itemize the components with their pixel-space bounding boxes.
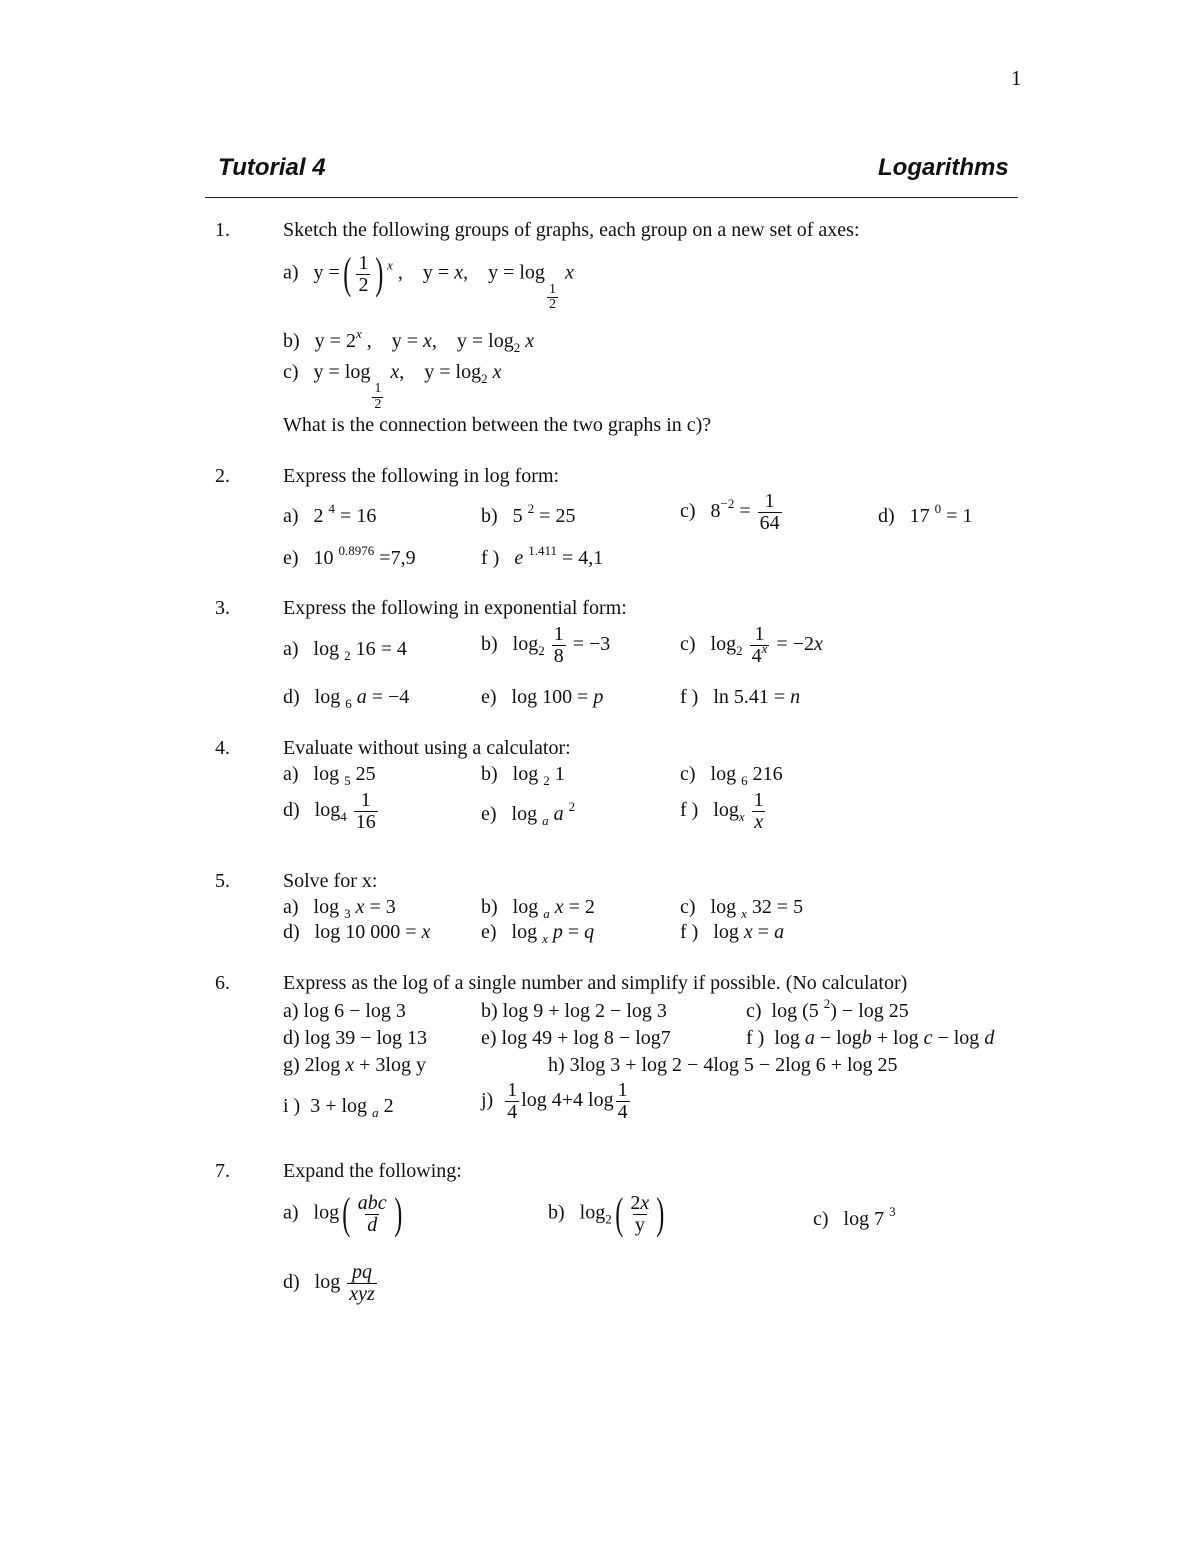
q4-part-c: c) log $_6$ 216 <box>680 763 783 788</box>
q3-part-d: d) log $_6$ a = −4 <box>283 686 410 711</box>
q2-part-b: b) 5 $^2$ = 25 <box>481 501 576 527</box>
q7-part-a: a) log( $\frac{\text{abc}}{d}$ ) <box>283 1189 403 1238</box>
q2-part-a: a) 2 $^4$ = 16 <box>283 501 377 527</box>
question-number-3: 3. <box>215 597 230 619</box>
q4-part-a: a) log $_5$ 25 <box>283 763 376 788</box>
q5-part-d: d) log 10 000 = x <box>283 921 431 943</box>
q6-part-e: e) log 49 + log 8 − log7 <box>481 1027 671 1049</box>
q4-part-b: b) log $_2$ 1 <box>481 763 565 788</box>
page-title-left: Tutorial 4 <box>218 154 326 181</box>
q2-part-d: d) 17 $^0$ = 1 <box>878 501 973 527</box>
q6-part-d: d) log 39 − log 13 <box>283 1027 428 1049</box>
question-number-2: 2. <box>215 465 230 487</box>
question-number-5: 5. <box>215 870 230 892</box>
q1-part-c: c) y = log $\frac{1}{2}$ x, $y = \log_2 x$ <box>283 361 502 412</box>
q6-part-i: i ) 3 + log $_a$ 2 <box>283 1095 394 1120</box>
q3-part-f: f ) ln 5.41 = n <box>680 686 801 708</box>
q4-part-d: d) $\log_4$ $\frac{1}{16}$ <box>283 789 376 833</box>
q6-part-a: a) log 6 − log 3 <box>283 1000 406 1022</box>
question-1-prompt: Sketch the following groups of graphs, each group on a new set of axes: <box>283 219 860 241</box>
q7-part-d: d) log $\frac{pq}{\text{xyz}}$ <box>283 1261 375 1305</box>
q6-part-c: c) log (5 $^2$) − log 25 <box>746 996 909 1022</box>
q3-part-c: c) $\log_2$ $\frac{1}{4^x}$ = −2x <box>680 623 823 667</box>
question-2-prompt: Express the following in log form: <box>283 465 560 487</box>
header-rule <box>205 197 1018 198</box>
q3-part-b: b) $\log_2$ $\frac{1}{8}$ = −3 <box>481 623 611 667</box>
q5-part-f: f ) log x = a <box>680 921 785 943</box>
page-title-right: Logarithms <box>878 154 1009 181</box>
q4-part-f: f ) $\log_x$ $\frac{1}{x}$ <box>680 789 764 833</box>
question-1-followup: What is the connection between the two graphs in c)? <box>283 414 712 436</box>
q5-part-e: e) log $_x$ p = q <box>481 921 595 946</box>
q6-part-g: g) 2log x + 3log y <box>283 1054 426 1076</box>
question-6-prompt: Express as the log of a single number and simplify if possible. (No calculator) <box>283 972 908 994</box>
q5-part-c: c) log $_x$ 32 = 5 <box>680 896 804 921</box>
q6-part-h: h) 3log 3 + log 2 − 4log 5 − 2log 6 + log 25 <box>548 1054 898 1076</box>
question-3-prompt: Express the following in exponential form: <box>283 597 627 619</box>
q2-part-c: c) $8^{-2}$ = $\frac{1}{64}$ <box>680 490 780 534</box>
question-7-prompt: Expand the following: <box>283 1160 462 1182</box>
question-4-prompt: Evaluate without using a calculator: <box>283 737 571 759</box>
question-5-prompt: Solve for x: <box>283 870 378 892</box>
page-number: 1 <box>1011 66 1022 90</box>
q6-part-j: j) $\frac{1}{4}$ log 4+4 log $\frac{1}{4}$ <box>481 1079 628 1123</box>
question-number-4: 4. <box>215 737 230 759</box>
q3-part-e: e) log 100 = p <box>481 686 604 708</box>
question-number-1: 1. <box>215 219 230 241</box>
q2-part-f: f ) e $^{1.411}$ = 4,1 <box>481 543 604 569</box>
q3-part-a: a) log $_2$ 16 = 4 <box>283 638 407 663</box>
q5-part-b: b) log $_a$ x = 2 <box>481 896 595 921</box>
q1-part-b: b) $y = 2^x$ , y = x, $y = \log_2 x$ <box>283 326 535 355</box>
q2-part-e: e) 10 $^{0.8976}$ =7,9 <box>283 543 416 569</box>
q4-part-e: e) log $_a$ a $^2$ <box>481 799 576 828</box>
q6-part-f: f ) log a − logb + log c − log d <box>746 1027 995 1049</box>
q7-part-b: b) $\log_2$( $\frac{2x}{y}$ ) <box>548 1189 665 1238</box>
question-number-7: 7. <box>215 1160 230 1182</box>
q6-part-b: b) log 9 + log 2 − log 3 <box>481 1000 667 1022</box>
question-number-6: 6. <box>215 972 230 994</box>
q5-part-a: a) log $_3$ x = 3 <box>283 896 396 921</box>
q1-part-a: a) y =( $\frac{1}{2}$ ) $^x$ , y = x, y = log $\frac{1}{2}$ x <box>283 249 574 313</box>
q7-part-c: c) log 7 $^3$ <box>813 1204 896 1230</box>
